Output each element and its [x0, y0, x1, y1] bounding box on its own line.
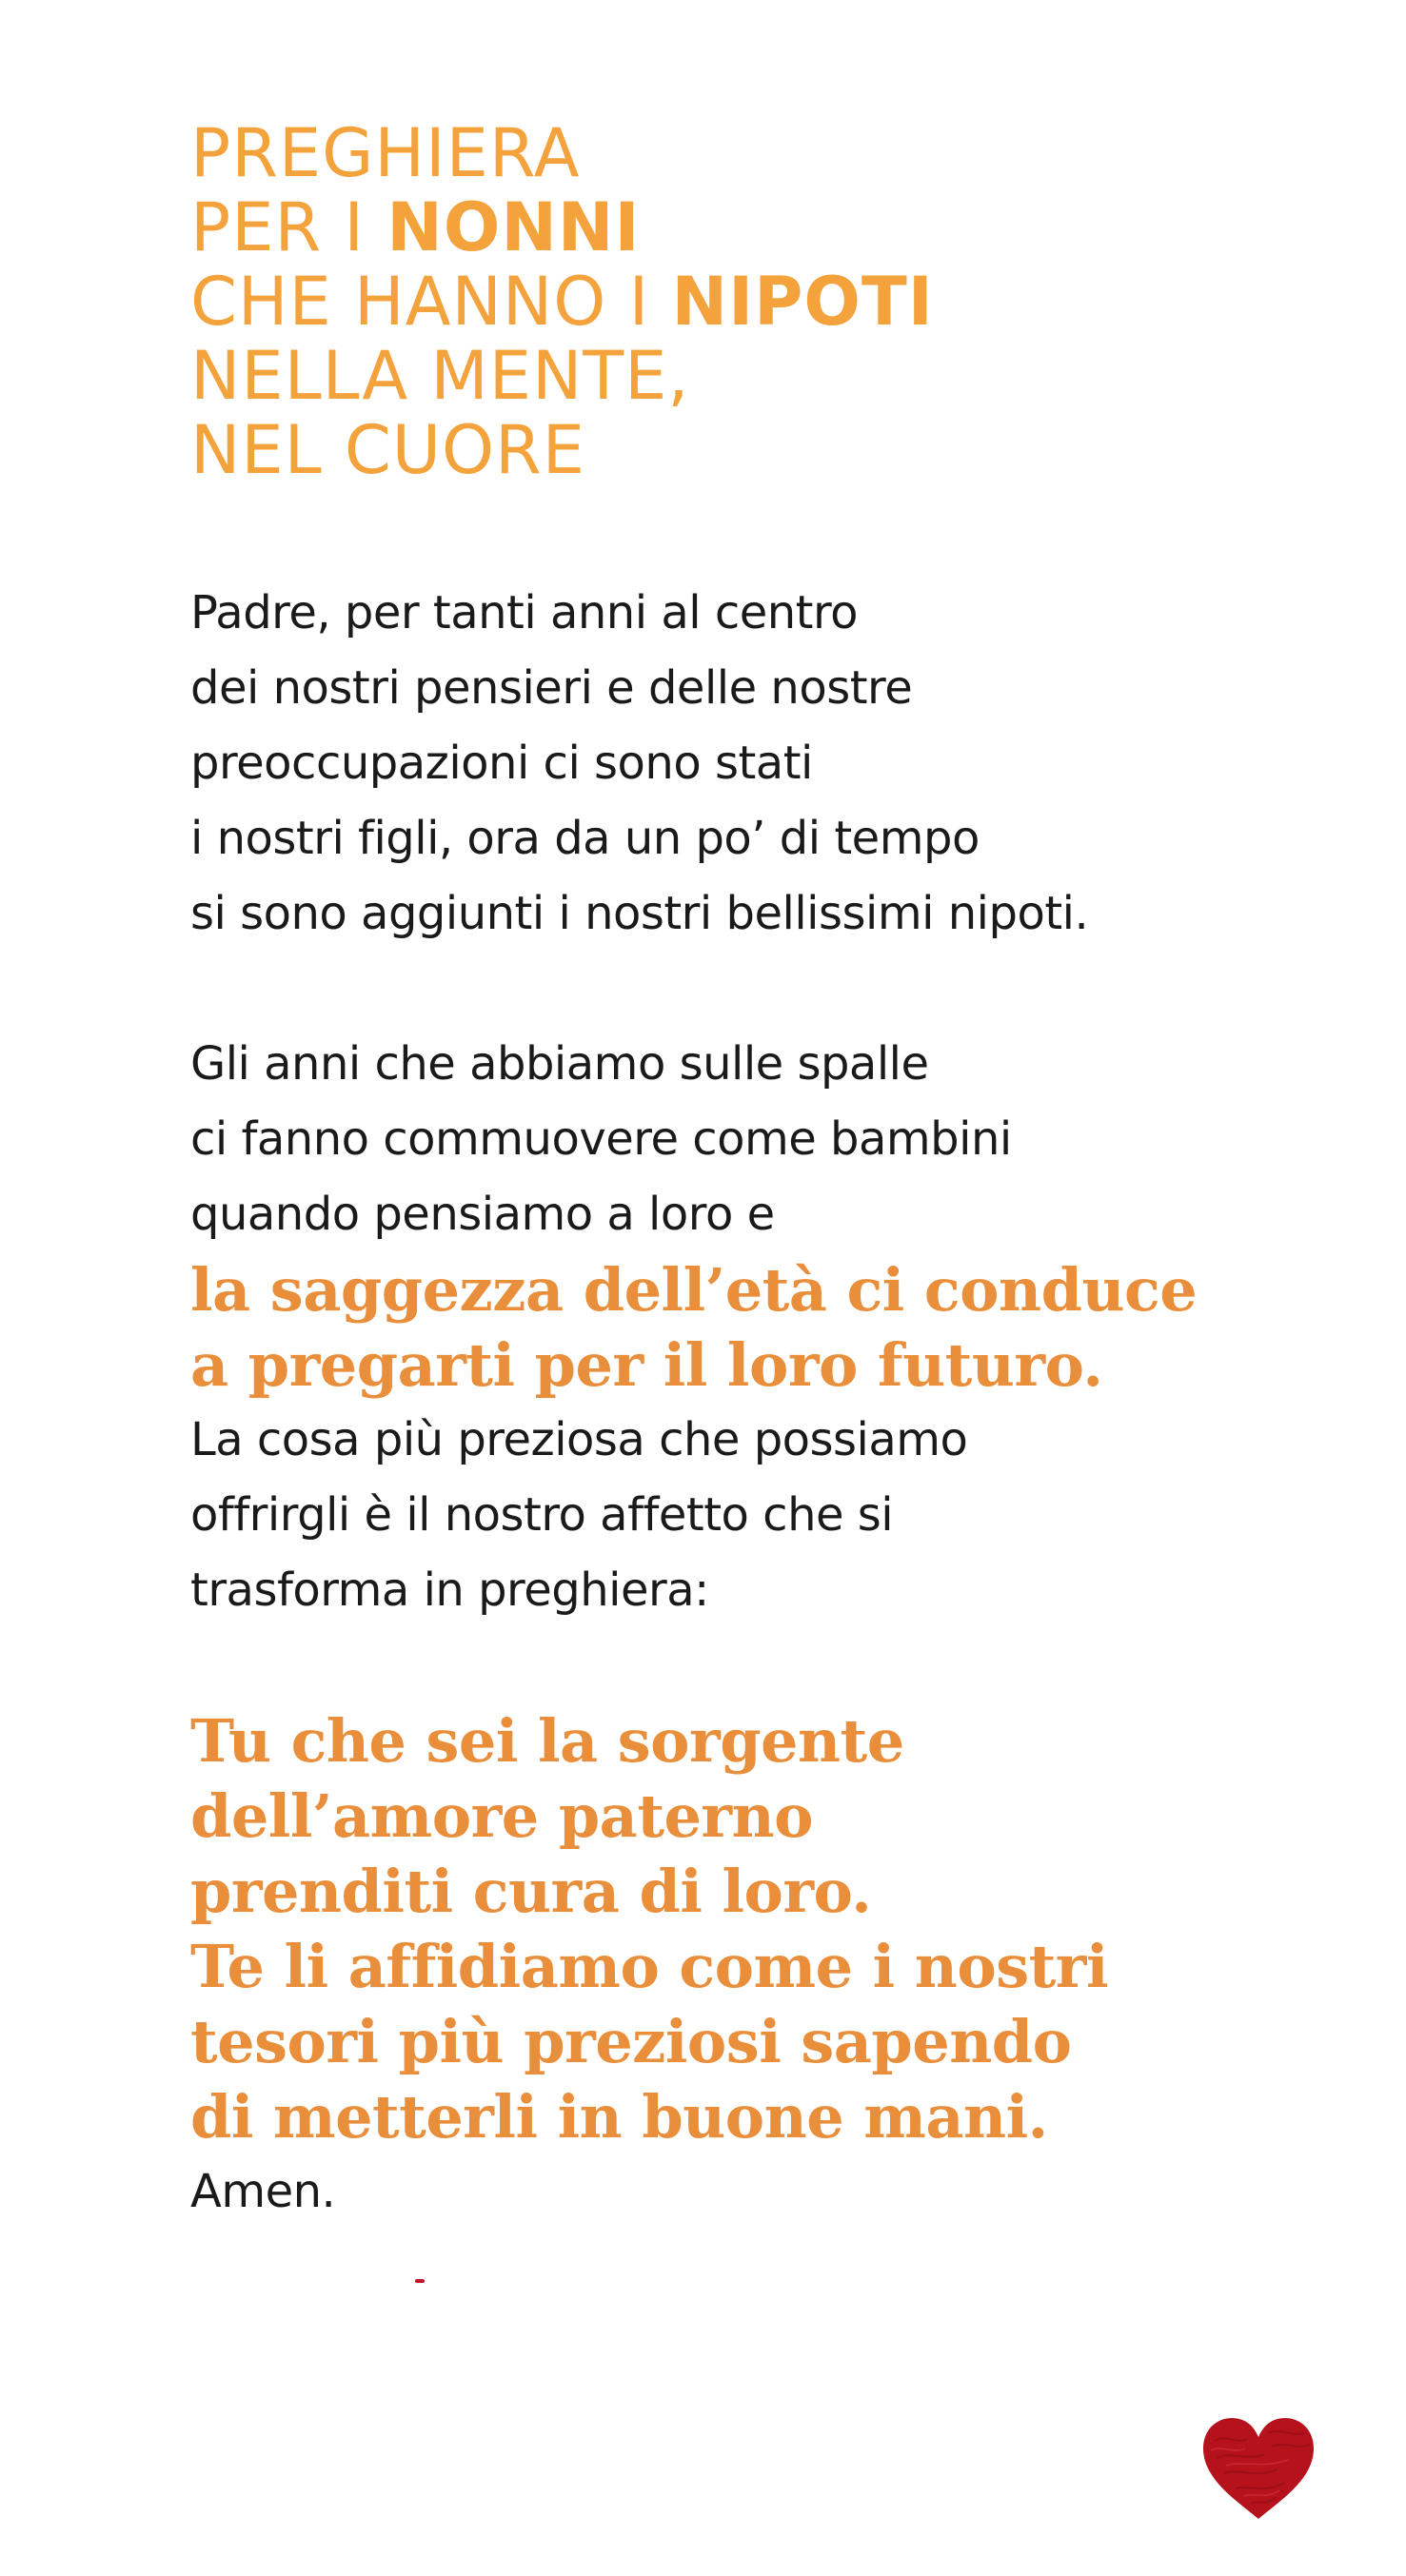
paragraph-1-line: i nostri figli, ora da un po’ di tempo: [190, 812, 980, 865]
highlight-1: [190, 1252, 1314, 1403]
highlight-1-line: a pregarti per il loro futuro.: [190, 1330, 1103, 1400]
closing-line: Amen.: [190, 2165, 336, 2218]
paragraph-spacer: [190, 952, 1314, 1027]
highlight-2-line: di metterli in buone mani.: [190, 2082, 1048, 2152]
highlight-2-line: dell’amore paterno: [190, 1781, 814, 1851]
paragraph-2: [190, 1027, 1314, 1252]
title-line-5: NEL CUORE: [190, 411, 585, 489]
prayer-body: [190, 576, 1314, 2230]
title-word-nonni: NONNI: [386, 188, 641, 266]
title-line-3-prefix: CHE HANNO I: [190, 263, 672, 341]
title-line-1: PREGHIERA: [190, 114, 581, 192]
title-word-nipoti: NIPOTI: [671, 263, 934, 341]
prayer-title: [190, 116, 934, 487]
paragraph-2-line: ci fanno commuovere come bambini: [190, 1112, 1012, 1166]
title-line-3: [190, 265, 934, 339]
paragraph-1-line: Padre, per tanti anni al centro: [190, 586, 859, 639]
paragraph-3-line: offrirgli è il nostro affetto che si: [190, 1488, 894, 1542]
decorative-dot: [415, 2279, 425, 2283]
paragraph-2-line: Gli anni che abbiamo sulle spalle: [190, 1037, 929, 1091]
highlight-1-line: la saggezza dell’età ci conduce: [190, 1255, 1198, 1325]
title-line-4: NELLA MENTE,: [190, 337, 690, 415]
title-line-2-prefix: PER I: [190, 188, 387, 266]
paragraph-spacer: [190, 1628, 1314, 1703]
highlight-2: [190, 1703, 1314, 2154]
paragraph-1-line: si sono aggiunti i nostri bellissimi nipoti.: [190, 887, 1089, 940]
highlight-2-line: Te li affidiamo come i nostri: [190, 1932, 1108, 2001]
highlight-2-line: Tu che sei la sorgente: [190, 1706, 904, 1776]
highlight-2-line: tesori più preziosi sapendo: [190, 2007, 1072, 2076]
heart-icon: [1198, 2412, 1319, 2525]
paragraph-1: [190, 576, 1314, 952]
paragraph-3-line: trasforma in preghiera:: [190, 1563, 709, 1617]
paragraph-3-line: La cosa più preziosa che possiamo: [190, 1413, 968, 1466]
paragraph-3: [190, 1403, 1314, 1628]
closing-amen: [190, 2154, 1314, 2230]
paragraph-1-line: preoccupazioni ci sono stati: [190, 737, 813, 790]
paragraph-2-line: quando pensiamo a loro e: [190, 1188, 775, 1241]
title-line-2: [190, 190, 934, 265]
paragraph-1-line: dei nostri pensieri e delle nostre: [190, 661, 913, 715]
highlight-2-line: prenditi cura di loro.: [190, 1857, 872, 1926]
